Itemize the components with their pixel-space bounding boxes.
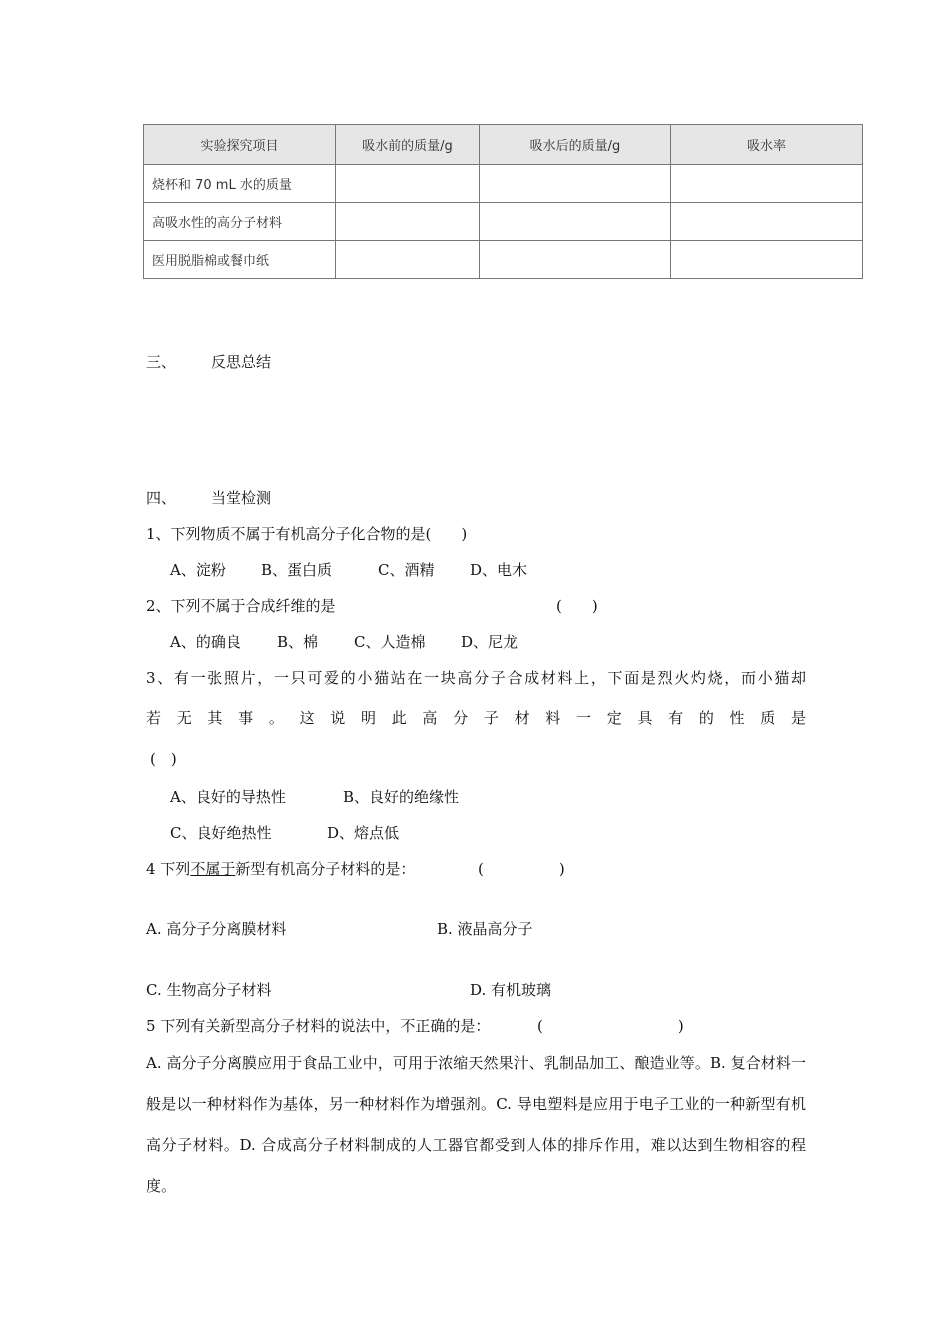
q4-underlined: 不属于 — [190, 860, 236, 878]
section4-title: 当堂检测 — [211, 489, 272, 507]
q4-option-c: C. 生物高分子材料 — [146, 981, 272, 999]
q1-option-a: A、淀粉 — [170, 561, 226, 579]
table-cell[interactable] — [671, 165, 863, 203]
q5-answer-paren: ( ) — [537, 1017, 684, 1035]
q4-option-d: D. 有机玻璃 — [470, 981, 552, 999]
q4-option-a: A. 高分子分离膜材料 — [146, 920, 287, 938]
table-row — [144, 241, 863, 279]
table-cell[interactable] — [671, 241, 863, 279]
question-5-body: A. 高分子分离膜应用于食品工业中，可用于浓缩天然果汁、乳制品加工、酿造业等。B. 复合材料一般是以一种材料作为基体，另一种材料作为增强剂。C. 导电塑料是应用于电子工业的一种新型有机高分子材料。D. 合成高分子材料制成的人工器官都受到人体的排斥作用，难以达到生物相容的程度。 — [146, 1054, 806, 1195]
row-label: 烧杯和 70 mL 水的质量 — [144, 165, 336, 203]
table-row — [144, 165, 863, 203]
column-header: 吸水前的质量/g — [336, 125, 480, 165]
q3-option-d: D、熔点低 — [327, 824, 400, 842]
q2-option-d: D、尼龙 — [461, 633, 519, 651]
table-row — [144, 203, 863, 241]
table-cell[interactable] — [671, 203, 863, 241]
section3-title: 反思总结 — [211, 353, 272, 371]
table-cell[interactable] — [336, 203, 480, 241]
q3-option-b: B、良好的绝缘性 — [343, 788, 460, 806]
q4-suffix: 新型有机高分子材料的是： — [235, 860, 416, 878]
table-cell[interactable] — [480, 203, 671, 241]
q3-answer-paren: ( ) — [150, 750, 177, 768]
table-header-row — [144, 125, 863, 165]
q1-option-d: D、电木 — [470, 561, 528, 579]
q2-answer-paren: ( ) — [556, 597, 598, 615]
question-3-line1: 3、有一张照片，一只可爱的小猫站在一块高分子合成材料上，下面是烈火灼烧，而小猫却 — [146, 669, 806, 687]
table-cell[interactable] — [480, 241, 671, 279]
q4-answer-paren: ( ) — [478, 860, 565, 878]
column-header: 吸水率 — [671, 125, 863, 165]
q2-option-a: A、的确良 — [170, 633, 241, 651]
table-cell[interactable] — [336, 241, 480, 279]
q2-option-b: B、棉 — [277, 633, 319, 651]
q4-option-b: B. 液晶高分子 — [437, 920, 533, 938]
section3-number: 三、 — [146, 353, 177, 371]
q3-option-a: A、良好的导热性 — [170, 788, 286, 806]
question-4-stem — [146, 858, 415, 879]
experiment-table — [143, 124, 862, 279]
q1-option-c: C、酒精 — [378, 561, 435, 579]
q4-prefix: 4 下列 — [146, 860, 191, 878]
row-label: 医用脱脂棉或餐巾纸 — [144, 241, 336, 279]
question-2-stem: 2、下列不属于合成纤维的是 — [146, 597, 336, 615]
table-cell[interactable] — [336, 165, 480, 203]
q1-option-b: B、蛋白质 — [261, 561, 333, 579]
section4-number: 四、 — [146, 489, 177, 507]
question-3-line2: 若无其事。这说明此高分子材料一定具有的性质是 — [146, 709, 806, 727]
question-1-stem: 1、下列物质不属于有机高分子化合物的是( ) — [146, 525, 468, 543]
q2-option-c: C、人造棉 — [354, 633, 426, 651]
question-5-stem: 5 下列有关新型高分子材料的说法中，不正确的是： — [146, 1017, 491, 1035]
q3-option-c: C、良好绝热性 — [170, 824, 272, 842]
table-cell[interactable] — [480, 165, 671, 203]
column-header: 实验探究项目 — [144, 125, 336, 165]
column-header: 吸水后的质量/g — [480, 125, 671, 165]
row-label: 高吸水性的高分子材料 — [144, 203, 336, 241]
